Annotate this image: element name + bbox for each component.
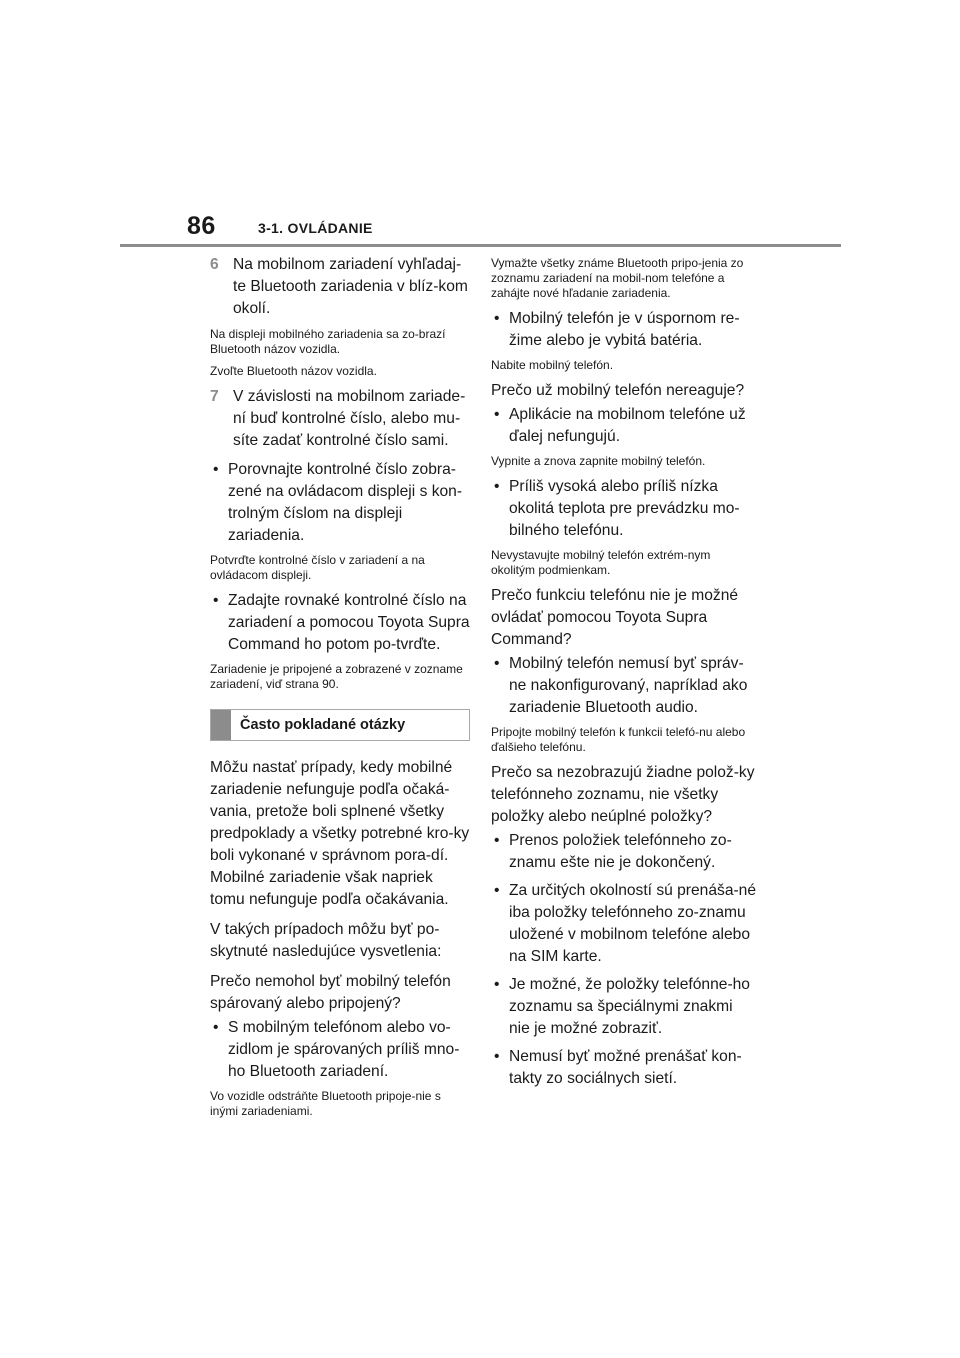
bullet-text: S mobilným telefónom alebo vo-zidlom je spárovaných príliš mno-ho Bluetooth zariadení. xyxy=(228,1019,460,1080)
bullet-icon: • xyxy=(494,655,500,672)
section-title: 3-1. OVLÁDANIE xyxy=(258,220,373,236)
question: Prečo už mobilný telefón nereaguje? xyxy=(491,382,745,399)
bullet-item xyxy=(491,476,757,542)
bullet-item xyxy=(491,653,757,719)
bullet-text: Mobilný telefón je v úspornom re-žime alebo je vybitá batéria. xyxy=(509,310,740,349)
bullet-icon: • xyxy=(494,832,500,849)
bullet-text: Je možné, že položky telefónne-ho zoznamu sa špeciálnymi znakmi nie je možné zobraziť. xyxy=(509,976,750,1037)
bullet-item xyxy=(491,308,757,352)
bullet-icon: • xyxy=(494,1048,500,1065)
note: Na displeji mobilného zariadenia sa zo-brazí Bluetooth názov vozidla. xyxy=(210,327,446,356)
header-divider xyxy=(120,244,841,247)
note: Pripojte mobilný telefón k funkcii telefó-nu alebo ďalšieho telefónu. xyxy=(491,725,746,754)
bullet-icon: • xyxy=(494,406,500,423)
step-text: V závislosti na mobilnom zariade-ní buď kontrolné číslo, alebo mu-síte zadať kontrolné číslo sami. xyxy=(233,388,466,449)
bullet-icon: • xyxy=(494,976,500,993)
bullet-text: Príliš vysoká alebo príliš nízka okolitá teplota pre prevádzku mo-bilného telefónu. xyxy=(509,478,740,539)
note: Potvrďte kontrolné číslo v zariadení a na ovládacom displeji. xyxy=(210,553,425,582)
bullet-icon: • xyxy=(494,310,500,327)
bullet-icon: • xyxy=(213,1019,219,1036)
bullet-text: Zadajte rovnaké kontrolné číslo na zariadení a pomocou Toyota Supra Command ho potom po-tvrďte. xyxy=(228,592,470,653)
page-number: 86 xyxy=(187,212,216,240)
question: Prečo nemohol byť mobilný telefón spárovaný alebo pripojený? xyxy=(210,973,451,1012)
bullet-item xyxy=(210,1017,470,1083)
right-column xyxy=(491,254,757,1096)
bullet-item xyxy=(210,459,470,547)
step-7 xyxy=(210,386,470,452)
left-column xyxy=(210,254,470,1126)
step-number: 6 xyxy=(210,256,219,273)
bullet-text: Nemusí byť možné prenášať kon-takty zo sociálnych sietí. xyxy=(509,1048,742,1087)
paragraph: V takých prípadoch môžu byť po-skytnuté nasledujúce vysvetlenia: xyxy=(210,921,442,960)
bullet-item xyxy=(491,974,757,1040)
bullet-item xyxy=(210,590,470,656)
bullet-item xyxy=(491,1046,757,1090)
bullet-text: Mobilný telefón nemusí byť správ-ne nakonfigurovaný, napríklad ako zariadenie Bluetooth audio. xyxy=(509,655,748,716)
bullet-text: Za určitých okolností sú prenáša-né iba položky telefónneho zo-znamu uložené v mobilnom telefóne alebo na SIM karte. xyxy=(509,882,757,965)
note: Nabite mobilný telefón. xyxy=(491,358,614,372)
bullet-text: Porovnajte kontrolné číslo zobra-zené na ovládacom displeji s kon-trolným číslom na displeji zariadenia. xyxy=(228,461,463,544)
faq-heading: Často pokladané otázky xyxy=(240,717,406,733)
bullet-icon: • xyxy=(213,461,219,478)
note: Vo vozidle odstráňte Bluetooth pripoje-nie s inými zariadeniami. xyxy=(210,1089,441,1118)
note: Zvoľte Bluetooth názov vozidla. xyxy=(210,364,377,378)
bullet-icon: • xyxy=(494,478,500,495)
bullet-icon: • xyxy=(494,882,500,899)
bullet-icon: • xyxy=(213,592,219,609)
step-text: Na mobilnom zariadení vyhľadaj-te Bluetooth zariadenia v blíz-kom okolí. xyxy=(233,256,468,317)
note: Vymažte všetky známe Bluetooth pripo-jenia zo zoznamu zariadení na mobil-nom telefóne a zahájte nové hľadanie zariadenia. xyxy=(491,256,744,300)
step-number: 7 xyxy=(210,388,219,405)
heading-bar-icon xyxy=(211,710,231,740)
paragraph: Môžu nastať prípady, kedy mobilné zariadenie nefunguje podľa očaká-vania, pretože boli splnené všetky predpoklady a všetky potrebné kro-ky boli vykonané v správnom pora-dí. Mobilné zariadenie však napriek tomu nefunguje podľa očakávania. xyxy=(210,759,470,908)
faq-heading-box xyxy=(210,709,470,741)
question: Prečo sa nezobrazujú žiadne polož-ky telefónneho zoznamu, nie všetky položky alebo neúplné položky? xyxy=(491,764,755,825)
step-6 xyxy=(210,254,470,320)
bullet-item xyxy=(491,880,757,968)
question: Prečo funkciu telefónu nie je možné ovládať pomocou Toyota Supra Command? xyxy=(491,587,739,648)
note: Zariadenie je pripojené a zobrazené v zozname zariadení, viď strana 90. xyxy=(210,662,463,691)
note: Vypnite a znova zapnite mobilný telefón. xyxy=(491,454,706,468)
bullet-item xyxy=(491,404,757,448)
bullet-text: Aplikácie na mobilnom telefóne už ďalej nefungujú. xyxy=(509,406,746,445)
bullet-text: Prenos položiek telefónneho zo-znamu ešte nie je dokončený. xyxy=(509,832,732,871)
note: Nevystavujte mobilný telefón extrém-nym okolitým podmienkam. xyxy=(491,548,711,577)
bullet-item xyxy=(491,830,757,874)
